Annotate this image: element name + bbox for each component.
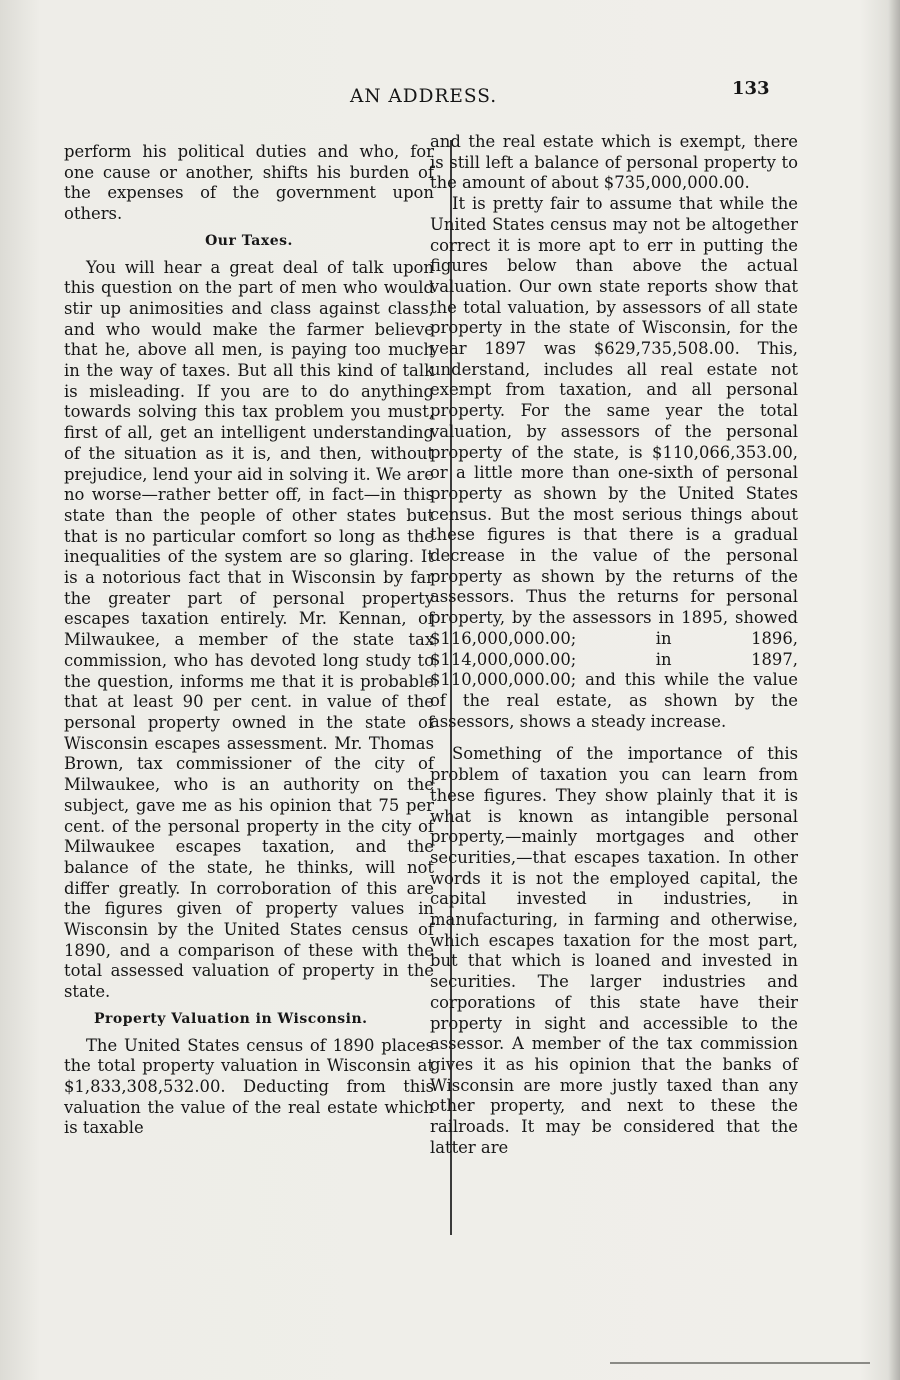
paragraph: perform his political duties and who, for one cause or another, shifts his burden of the expenses of the government upon others.	[64, 142, 434, 224]
page-edge-shadow	[888, 0, 900, 1380]
paragraph: The United States census of 1890 places the total property valuation in Wisconsin at $1,833,308,532.00. Deducting from this valuation the value of the real estate which is taxable	[64, 1035, 434, 1138]
paragraph: Something of the importance of this problem of taxation you can learn from these figures. They show plainly that it is what is known as intangible personal property,—mainly mortgages and other securities,—that escapes taxation. In other words it is not the employed capital, the capital invested in industries, in manufacturing, in farming and otherwise, which escapes taxation for the most part, but that which is loaned and invested in securities. The larger industries and corporations of this state have their property in sight and accessible to the assessor. A member of the tax commission gives it as his opinion that the banks of Wisconsin are more justly taxed than any other property, and next to these the railroads. It may be considered that the latter are	[430, 744, 798, 1157]
section-heading-our-taxes: Our Taxes.	[205, 232, 293, 249]
page-header	[60, 78, 800, 116]
left-column	[64, 142, 434, 1139]
paragraph-gap	[430, 732, 798, 744]
section-heading-property-valuation: Property Valuation in Wisconsin.	[94, 1010, 368, 1027]
paragraph: You will hear a great deal of talk upon this question on the part of men who would stir up animosities and class against class, and who would make the farmer believe that he, above all men, is paying too much in the way of taxes. But all this kind of talk is misleading. If you are to do anything towards solving this tax problem you must, first of all, get an intelligent understanding of the situation as it is, and then, without prejudice, lend your aid in solving it. We are no worse—rather better off, in fact—in this state than the people of other states but that is no particular comfort so long as the inequalities of the system are so glaring. It is a notorious fact that in Wisconsin by far the greater part of personal property escapes taxation entirely. Mr. Kennan, of Milwaukee, a member of the state tax commission, who has devoted long study to the question, informs me that it is probable that at least 90 per cent. in value of the personal property owned in the state of Wisconsin escapes assessment. Mr. Thomas Brown, tax commissioner of the city of Milwaukee, who is an authority on the subject, gave me as his opinion that 75 per cent. of the personal property in the city of Milwaukee escapes taxation, and the balance of the state, he thinks, will not differ greatly. In corroboration of this are the figures given of property values in Wisconsin by the United States census of 1890, and a comparison of these with the total assessed valuation of property in the state.	[64, 257, 434, 1002]
paragraph: and the real estate which is exempt, there is still left a balance of personal property to the amount of about $735,000,000.00.	[430, 132, 798, 193]
page-number: 133	[732, 78, 770, 99]
right-column	[430, 132, 798, 1158]
paragraph: It is pretty fair to assume that while the United States census may not be altogether correct it is more apt to err in putting the figures below than above the actual valuation. Our own state reports show that the total valuation, by assessors of all state property in the state of Wisconsin, for the year 1897 was $629,735,508.00. This, understand, includes all real estate not exempt from taxation, and all personal property. For the same year the total valuation, by assessors of the personal property of the state, is $110,066,353.00, or a little more than one-sixth of personal property as shown by the United States census. But the most serious things about these figures is that there is a gradual decrease in the value of the personal property as shown by the returns of the assessors. Thus the returns for personal property, by the assessors in 1895, showed $116,000,000.00; in 1896, $114,000,000.00; in 1897, $110,000,000.00; and this while the value of the real estate, as shown by the assessors, shows a steady increase.	[430, 194, 798, 731]
running-head: AN ADDRESS.	[350, 86, 498, 107]
bottom-scan-mark	[610, 1362, 870, 1364]
